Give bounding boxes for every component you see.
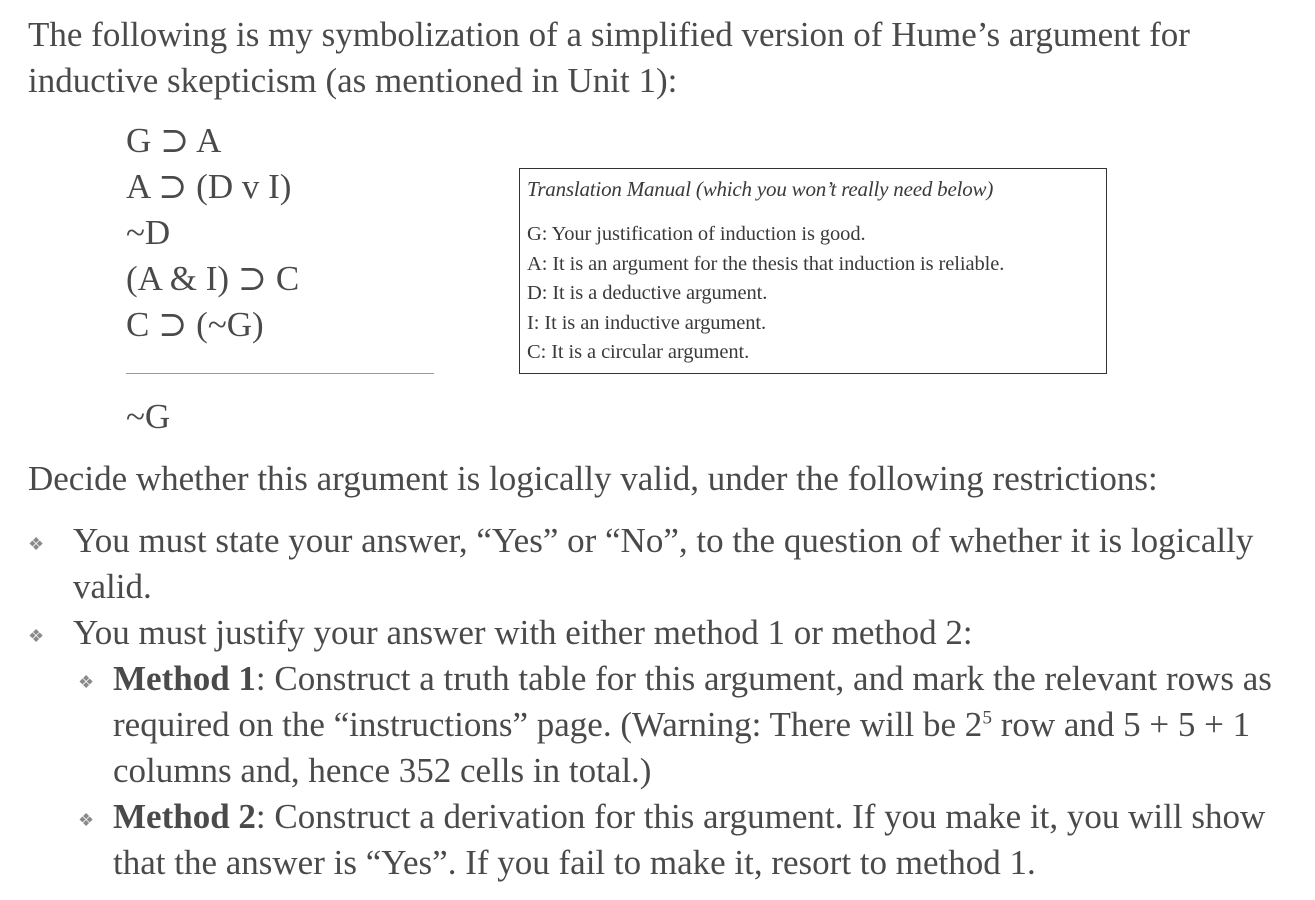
method-1-body-end: row and 5 + 5 + 1 columns and, hence 352 cells in total.) [113, 705, 1251, 790]
bullet-state-answer-text: You must state your answer, “Yes” or “No”, to the question of whether it is logically valid. [73, 521, 1254, 606]
conclusion: ~G [126, 397, 171, 436]
task-statement: Decide whether this argument is logically valid, under the following restrictions: [28, 459, 1158, 498]
diamond-bullet-icon: ❖ [78, 672, 95, 692]
conclusion-divider [126, 373, 434, 374]
bullet-justify-answer-text: You must justify your answer with either method 1 or method 2: [73, 613, 973, 652]
premise-2: A ⊃ (D v I) [126, 167, 292, 206]
premise-4: (A & I) ⊃ C [126, 259, 300, 298]
method-1-text [78, 656, 1278, 794]
bullet-state-answer [28, 518, 1278, 610]
premise-5: C ⊃ (~G) [126, 305, 264, 344]
manual-entry-g: G: Your justification of induction is good. [527, 223, 866, 245]
diamond-bullet-icon: ❖ [28, 534, 45, 554]
intro-paragraph: The following is my symbolization of a simplified version of Hume’s argument for inductive skepticism (as mentioned in Unit 1): [28, 15, 1190, 100]
premise-1: G ⊃ A [126, 121, 222, 160]
premise-3: ~D [126, 213, 171, 252]
manual-entry-d: D: It is a deductive argument. [527, 282, 768, 304]
translation-manual-box [519, 168, 1107, 374]
method-1-body: : Construct a truth table for this argument, and mark the relevant rows as required on the “instructions” page. (Warning: There will be 2 [113, 659, 1272, 744]
translation-manual-title: Translation Manual (which you won’t really need below) [527, 177, 994, 201]
diamond-bullet-icon: ❖ [28, 626, 45, 646]
bullet-justify-answer [28, 610, 1278, 656]
method-2-label: Method 2 [113, 797, 256, 836]
method-2-text [78, 794, 1288, 886]
bullet-method-1 [78, 656, 1278, 794]
method-2-body: : Construct a derivation for this argument. If you make it, you will show that the answer is “Yes”. If you fail to make it, resort to method 1. [113, 797, 1266, 882]
bullet-method-2 [78, 794, 1288, 886]
manual-entry-i: I: It is an inductive argument. [527, 311, 767, 334]
method-1-exponent: 5 [982, 707, 992, 729]
manual-entry-c: C: It is a circular argument. [527, 341, 750, 363]
method-1-label: Method 1 [113, 659, 256, 698]
diamond-bullet-icon: ❖ [78, 810, 95, 830]
manual-entry-a: A: It is an argument for the thesis that induction is reliable. [527, 252, 1005, 275]
